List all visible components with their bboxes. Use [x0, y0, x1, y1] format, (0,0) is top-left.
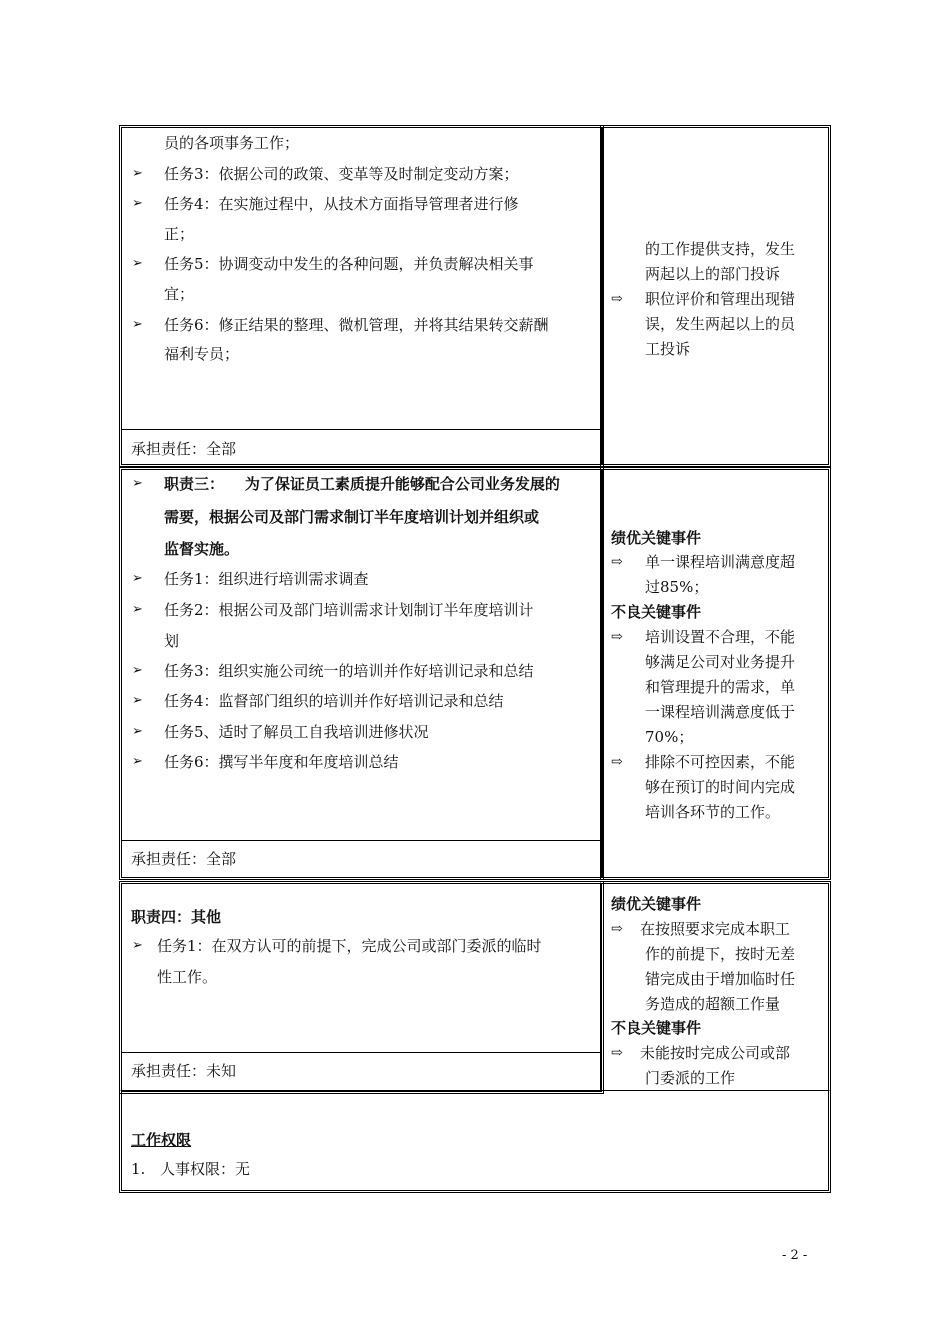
section2-bad-line-7: 培训各环节的工作。	[645, 803, 781, 821]
section2-bad-line-4: 70%；	[645, 728, 694, 746]
section1-right-line-2: 职位评价和管理出现错	[645, 290, 796, 308]
section3-bad-title: 不良关键事件	[611, 1019, 702, 1037]
section4-title: 工作权限	[131, 1131, 192, 1149]
arrow-icon: ⇨	[611, 291, 623, 307]
section3-good-line-0: 在按照要求完成本职工	[640, 920, 791, 938]
arrow-icon: ⇨	[611, 754, 623, 770]
section1-task5: 任务5：协调变动中发生的各种问题，并负责解决相关事	[164, 255, 534, 273]
page-number: - 2 -	[782, 1248, 808, 1263]
bullet-icon: ➢	[132, 724, 143, 739]
section1-responsibility: 承担责任：全部	[131, 440, 237, 458]
section1-task4-cont: 正；	[164, 225, 195, 243]
section2-heading-0: 职责三： 为了保证员工素质提升能够配合公司业务发展的	[164, 475, 560, 493]
bullet-icon: ➢	[132, 938, 143, 953]
section1-line-0: 员的各项事务工作；	[164, 134, 300, 152]
section2-responsibility: 承担责任：全部	[131, 850, 237, 868]
section2-bad-line-3: 一课程培训满意度低于	[645, 703, 796, 721]
section2-good-line-0: 单一课程培训满意度超	[645, 553, 796, 571]
bullet-icon: ➢	[132, 754, 143, 769]
section2-bad-line-2: 和管理提升的需求，单	[645, 678, 796, 696]
section4-item-num: 1.	[131, 1160, 146, 1178]
section1-task6: 任务6：修正结果的整理、微机管理，并将其结果转交薪酬	[164, 316, 549, 334]
section2-task-5: 任务5、适时了解员工自我培训进修状况	[164, 723, 429, 741]
bullet-icon: ➢	[132, 693, 143, 708]
section2-divider	[122, 840, 601, 841]
section2-bad-line-5: 排除不可控因素，不能	[645, 753, 796, 771]
section3-good-line-2: 错完成由于增加临时任	[645, 970, 796, 988]
bullet-icon: ➢	[132, 476, 143, 491]
section2-task-4: 任务4：监督部门组织的培训并作好培训记录和总结	[164, 692, 504, 710]
section1-task4: 任务4：在实施过程中，从技术方面指导管理者进行修	[164, 195, 519, 213]
section2-bad-line-0: 培训设置不合理，不能	[645, 628, 796, 646]
section2-good-title: 绩优关键事件	[611, 529, 702, 547]
bullet-icon: ➢	[132, 166, 143, 181]
section3-responsibility: 承担责任：未知	[131, 1062, 237, 1080]
section2-bad-line-1: 够满足公司对业务提升	[645, 653, 796, 671]
section1-task6-cont: 福利专员；	[164, 345, 240, 363]
section3-divider	[122, 1052, 601, 1053]
section3-task-1: 任务1：在双方认可的前提下，完成公司或部门委派的临时	[157, 937, 542, 955]
section4-item-text: 人事权限：无	[160, 1160, 251, 1178]
section2-heading-2: 监督实施。	[164, 540, 240, 558]
section2-task-3: 任务3：组织实施公司统一的培训并作好培训记录和总结	[164, 662, 534, 680]
section2-task-2: 任务2：根据公司及部门培训需求计划制订半年度培训计	[164, 601, 534, 619]
section1-right-line-3: 误，发生两起以上的员	[645, 315, 796, 333]
bullet-icon: ➢	[132, 663, 143, 678]
section3-bad-line-1: 门委派的工作	[645, 1069, 736, 1087]
section3-bad-line-0: 未能按时完成公司或部	[640, 1044, 791, 1062]
arrow-icon: ⇨	[611, 1045, 623, 1061]
section1-right-line-4: 工投诉	[645, 340, 691, 358]
section2-task-2-cont: 划	[164, 632, 180, 650]
arrow-icon: ⇨	[611, 554, 623, 570]
bullet-icon: ➢	[132, 256, 143, 271]
section2-bad-line-6: 够在预订的时间内完成	[645, 778, 796, 796]
bullet-icon: ➢	[132, 571, 143, 586]
section2-heading-1: 需要，根据公司及部门需求制订半年度培训计划并组织或	[164, 508, 540, 526]
bullet-icon: ➢	[132, 196, 143, 211]
section3-good-line-1: 作的前提下，按时无差	[645, 945, 796, 963]
section1-task5-cont: 宜；	[164, 285, 195, 303]
bullet-icon: ➢	[132, 602, 143, 617]
arrow-icon: ⇨	[611, 921, 623, 937]
section2-task-6: 任务6：撰写半年度和年度培训总结	[164, 753, 399, 771]
bullet-icon: ➢	[132, 317, 143, 332]
section1-right-line-1: 两起以上的部门投诉	[645, 265, 781, 283]
section3-good-title: 绩优关键事件	[611, 895, 702, 913]
section3-good-line-3: 务造成的超额工作量	[645, 995, 781, 1013]
section2-good-line-1: 过85%；	[645, 578, 709, 596]
section2-task-1: 任务1：组织进行培训需求调查	[164, 570, 369, 588]
section1-task3: 任务3：依据公司的政策、变革等及时制定变动方案；	[164, 165, 519, 183]
section3-heading: 职责四：其他	[131, 908, 222, 926]
arrow-icon: ⇨	[611, 629, 623, 645]
section2-bad-title: 不良关键事件	[611, 603, 702, 621]
section1-right-line-0: 的工作提供支持，发生	[645, 240, 796, 258]
section3-task-1-cont: 性工作。	[157, 968, 218, 986]
section1-divider	[122, 429, 601, 430]
